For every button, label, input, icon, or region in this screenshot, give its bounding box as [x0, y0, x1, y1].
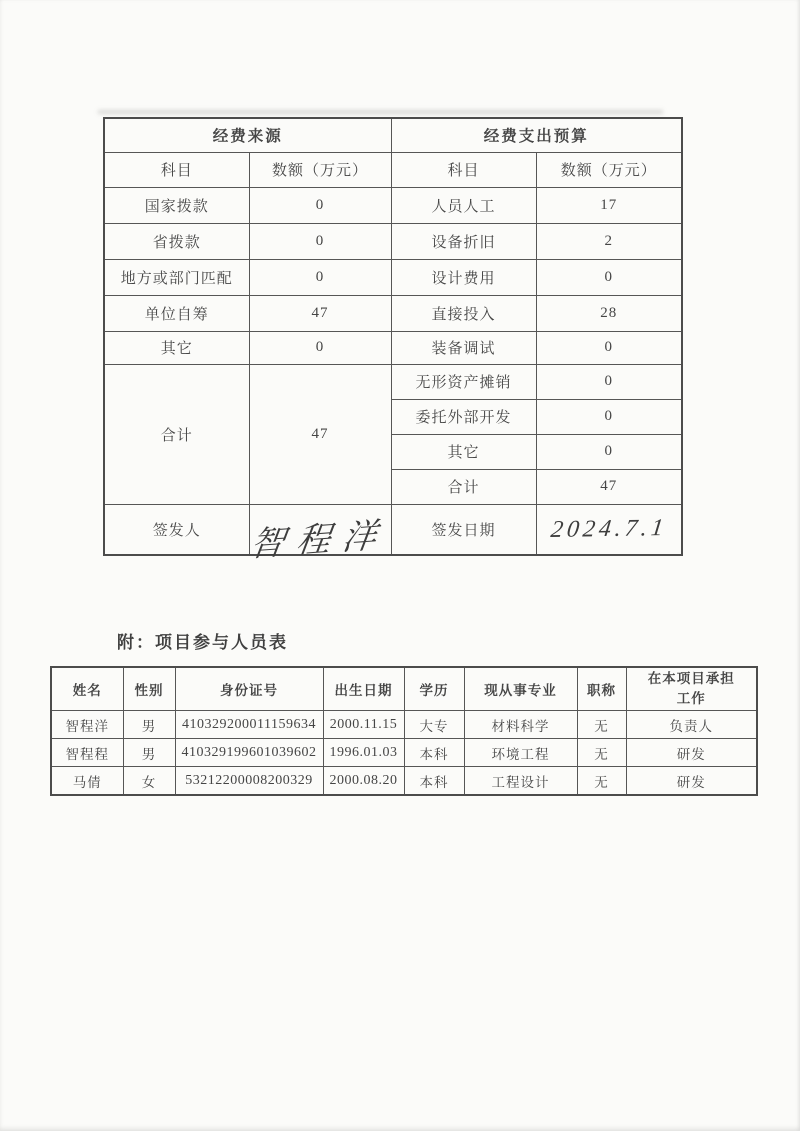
header-profession: 现从事专业 [464, 667, 577, 711]
person-gender: 男 [123, 711, 175, 739]
budget-table [103, 117, 683, 564]
person-name: 智程洋 [51, 711, 123, 739]
expense-amount: 17 [536, 187, 682, 223]
expense-amount: 0 [536, 399, 682, 434]
person-profession: 材料科学 [464, 711, 577, 739]
expense-subject: 设计费用 [391, 259, 536, 295]
budget-row [104, 223, 682, 259]
expense-subject-label: 科目 [391, 152, 536, 187]
person-project-role: 研发 [626, 739, 757, 767]
source-amount: 0 [249, 331, 391, 364]
person-id-number: 410329199601039602 [175, 739, 323, 767]
person-id-number: 53212200008200329 [175, 767, 323, 796]
scan-artifact [98, 110, 663, 114]
expense-subject: 直接投入 [391, 295, 536, 331]
budget-row [104, 295, 682, 331]
funding-source-header: 经费来源 [104, 118, 391, 152]
personnel-row [51, 767, 757, 796]
person-education: 大专 [404, 711, 464, 739]
expense-amount: 0 [536, 434, 682, 469]
header-title: 职称 [577, 667, 626, 711]
source-amount: 0 [249, 259, 391, 295]
person-title: 无 [577, 767, 626, 796]
source-amount: 0 [249, 223, 391, 259]
source-subject: 其它 [104, 331, 249, 364]
person-birth-date: 2000.11.15 [323, 711, 404, 739]
source-amount: 0 [249, 187, 391, 223]
header-project-role [626, 667, 757, 711]
budget-subheader-row [104, 152, 682, 187]
expense-amount: 0 [536, 364, 682, 399]
budget-row [104, 187, 682, 223]
person-name: 智程程 [51, 739, 123, 767]
expense-subject: 无形资产摊销 [391, 364, 536, 399]
budget-row [104, 364, 682, 399]
person-title: 无 [577, 711, 626, 739]
person-gender: 女 [123, 767, 175, 796]
source-subject: 地方或部门匹配 [104, 259, 249, 295]
source-subject-label: 科目 [104, 152, 249, 187]
source-total-amount: 47 [249, 364, 391, 504]
signature-row [104, 504, 682, 555]
person-title: 无 [577, 739, 626, 767]
person-profession: 工程设计 [464, 767, 577, 796]
issue-date-cell [536, 504, 682, 555]
issue-date-handwriting: 2024.7.1 [549, 514, 669, 543]
person-education: 本科 [404, 739, 464, 767]
personnel-table-title: 附：项目参与人员表 [117, 633, 288, 652]
budget-header-row [104, 118, 682, 152]
budget-row [104, 331, 682, 364]
person-birth-date: 1996.01.03 [323, 739, 404, 767]
expense-amount: 0 [536, 259, 682, 295]
expense-amount-label: 数额（万元） [536, 152, 682, 187]
expense-amount: 28 [536, 295, 682, 331]
person-project-role: 负责人 [626, 711, 757, 739]
issuer-label: 签发人 [104, 504, 249, 555]
header-gender: 性别 [123, 667, 175, 711]
issue-date-label: 签发日期 [391, 504, 536, 555]
budget-row [104, 259, 682, 295]
expense-amount: 2 [536, 223, 682, 259]
expense-total-amount: 47 [536, 469, 682, 504]
expense-subject: 其它 [391, 434, 536, 469]
expense-subject: 委托外部开发 [391, 399, 536, 434]
source-amount-label: 数额（万元） [249, 152, 391, 187]
person-birth-date: 2000.08.20 [323, 767, 404, 796]
person-gender: 男 [123, 739, 175, 767]
header-project-role-text: 在本项目承担工作 [647, 671, 735, 706]
header-name: 姓名 [51, 667, 123, 711]
source-subject: 单位自筹 [104, 295, 249, 331]
source-total-label: 合计 [104, 364, 249, 504]
source-subject: 国家拨款 [104, 187, 249, 223]
header-education: 学历 [404, 667, 464, 711]
expense-total-label: 合计 [391, 469, 536, 504]
personnel-row [51, 739, 757, 767]
expense-amount: 0 [536, 331, 682, 364]
person-project-role: 研发 [626, 767, 757, 796]
issuer-signature-cell [247, 504, 391, 564]
expense-subject: 人员人工 [391, 187, 536, 223]
personnel-table [50, 666, 758, 796]
person-education: 本科 [404, 767, 464, 796]
expense-subject: 装备调试 [391, 331, 536, 364]
source-amount: 47 [249, 295, 391, 331]
person-profession: 环境工程 [464, 739, 577, 767]
expense-budget-header: 经费支出预算 [391, 118, 682, 152]
source-subject: 省拨款 [104, 223, 249, 259]
issuer-signature-handwriting: 智程洋 [247, 516, 391, 564]
header-birth-date: 出生日期 [323, 667, 404, 711]
personnel-row [51, 711, 757, 739]
person-name: 马倩 [51, 767, 123, 796]
header-id-number: 身份证号 [175, 667, 323, 711]
personnel-header-row [51, 667, 757, 711]
expense-subject: 设备折旧 [391, 223, 536, 259]
person-id-number: 410329200011159634 [175, 711, 323, 739]
